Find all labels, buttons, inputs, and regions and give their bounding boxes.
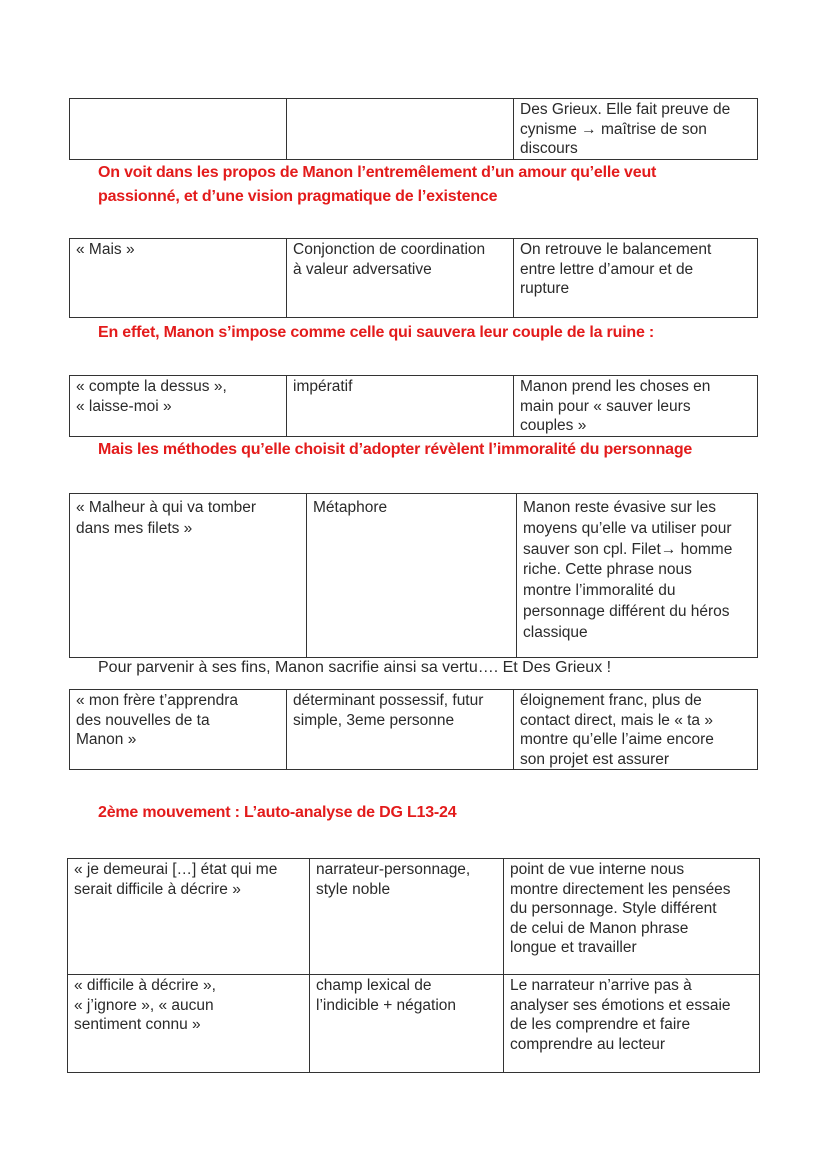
interpretation-cell: Le narrateur n’arrive pas à analyser ses émotions et essaie de les comprendre et faire comprendre au lecteur bbox=[504, 975, 760, 1073]
interpretation-cell: Manon reste évasive sur les moyens qu’elle va utiliser pour sauver son cpl. Filet→ homme riche. Cette phrase nous montre l’immoralité du personnage différent du héros classique bbox=[517, 494, 758, 658]
quote-cell: « compte la dessus », « laisse-moi » bbox=[70, 376, 287, 437]
section-heading: En effet, Manon s’impose comme celle qui sauvera leur couple de la ruine : bbox=[98, 324, 655, 341]
quote-cell bbox=[70, 99, 287, 160]
table-row bbox=[70, 239, 758, 318]
device-cell: déterminant possessif, futur simple, 3eme personne bbox=[287, 690, 514, 770]
quote-cell: « difficile à décrire », « j’ignore », « aucun sentiment connu » bbox=[68, 975, 310, 1073]
quote-cell: « mon frère t’apprendra des nouvelles de ta Manon » bbox=[70, 690, 287, 770]
section-heading: Mais les méthodes qu’elle choisit d’adopter révèlent l’immoralité du personnage bbox=[98, 441, 693, 458]
quote-cell: « Malheur à qui va tomber dans mes filets » bbox=[70, 494, 307, 658]
table-row bbox=[70, 376, 758, 437]
device-cell bbox=[287, 99, 514, 160]
interpretation-cell: On retrouve le balancement entre lettre d’amour et de rupture bbox=[514, 239, 758, 318]
analysis-table-5 bbox=[69, 689, 758, 770]
analysis-table-3 bbox=[69, 375, 758, 437]
movement-heading: 2ème mouvement : L’auto-analyse de DG L13-24 bbox=[98, 804, 457, 821]
transition-paragraph: Pour parvenir à ses fins, Manon sacrifie ainsi sa vertu…. Et Des Grieux ! bbox=[98, 659, 612, 676]
analysis-table-1 bbox=[69, 98, 758, 160]
device-cell: impératif bbox=[287, 376, 514, 437]
analysis-table-6 bbox=[67, 858, 760, 1073]
device-cell: Conjonction de coordination à valeur adversative bbox=[287, 239, 514, 318]
quote-cell: « je demeurai […] état qui me serait difficile à décrire » bbox=[68, 859, 310, 975]
analysis-table-2 bbox=[69, 238, 758, 318]
table-row bbox=[68, 975, 760, 1073]
section-heading: On voit dans les propos de Manon l’entremêlement d’un amour qu’elle veut passionné, et d’une vision pragmatique de l’existence bbox=[98, 164, 657, 205]
device-cell: champ lexical de l’indicible + négation bbox=[310, 975, 504, 1073]
interpretation-cell: point de vue interne nous montre directement les pensées du personnage. Style différent de celui de Manon phrase longue et travailler bbox=[504, 859, 760, 975]
table-row bbox=[68, 859, 760, 975]
interpretation-cell: éloignement franc, plus de contact direct, mais le « ta » montre qu’elle l’aime encore son projet est assurer bbox=[514, 690, 758, 770]
interpretation-cell: Manon prend les choses en main pour « sauver leurs couples » bbox=[514, 376, 758, 437]
table-row bbox=[70, 99, 758, 160]
table-row bbox=[70, 494, 758, 658]
table-row bbox=[70, 690, 758, 770]
quote-cell: « Mais » bbox=[70, 239, 287, 318]
analysis-table-4 bbox=[69, 493, 758, 658]
device-cell: Métaphore bbox=[307, 494, 517, 658]
interpretation-cell: Des Grieux. Elle fait preuve de cynisme → maîtrise de son discours bbox=[514, 99, 758, 160]
device-cell: narrateur-personnage, style noble bbox=[310, 859, 504, 975]
